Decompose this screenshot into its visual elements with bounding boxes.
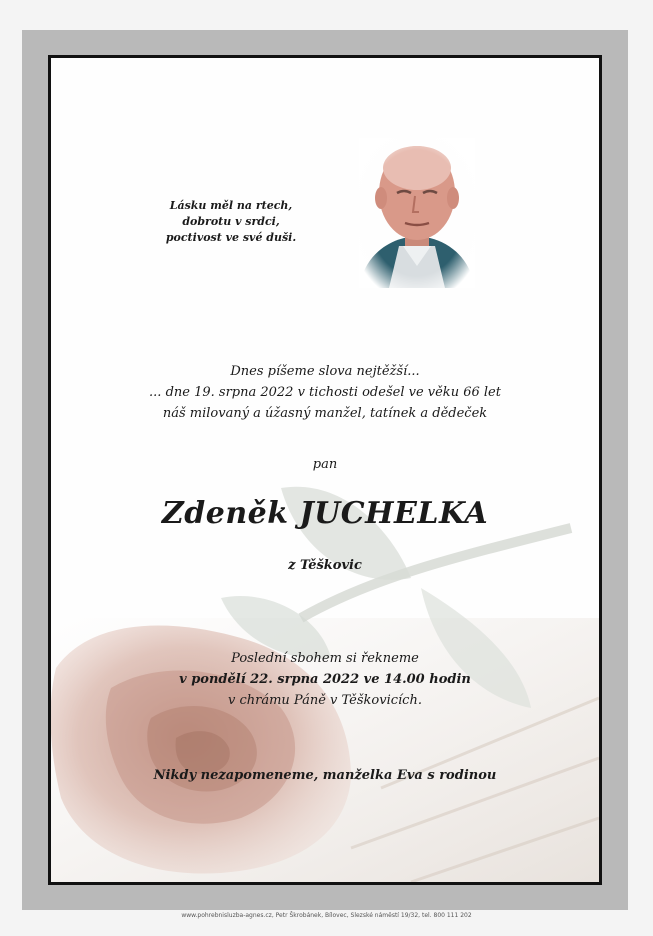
motto-line: Lásku měl na rtech, xyxy=(169,199,293,212)
announcement-text xyxy=(51,361,599,424)
deceased-name: Zdeněk JUCHELKA xyxy=(161,496,489,531)
announcement-line: náš milovaný a úžasný manžel, tatínek a dědeček xyxy=(162,406,488,421)
deceased-portrait-photo xyxy=(359,138,475,288)
announcement-line: Dnes píšeme slova nejtěžší... xyxy=(230,364,420,379)
obituary-card xyxy=(48,55,602,885)
origin-place: z Těškovic xyxy=(288,558,362,573)
funeral-details xyxy=(51,648,599,711)
honorific: pan xyxy=(312,457,338,472)
funeral-location: v chrámu Páně v Těškovicích. xyxy=(228,693,422,708)
motto-line: poctivost ve své duši. xyxy=(165,231,297,244)
motto-line: dobrotu v srdci, xyxy=(182,215,280,228)
announcement-line: ... dne 19. srpna 2022 v tichosti odešel ve věku 66 let xyxy=(149,385,501,400)
motto-quote xyxy=(151,198,311,246)
funeral-service-footer: www.pohrebnisluzba-agnes.cz, Petr Škrobánek, Bílovec, Slezské náměstí 19/32, tel. 800 111 202 xyxy=(181,912,472,919)
family-signoff: Nikdy nezapomeneme, manželka Eva s rodinou xyxy=(153,768,497,783)
funeral-datetime: v pondělí 22. srpna 2022 ve 14.00 hodin xyxy=(179,672,471,687)
funeral-line: Poslední sbohem si řekneme xyxy=(231,651,419,666)
